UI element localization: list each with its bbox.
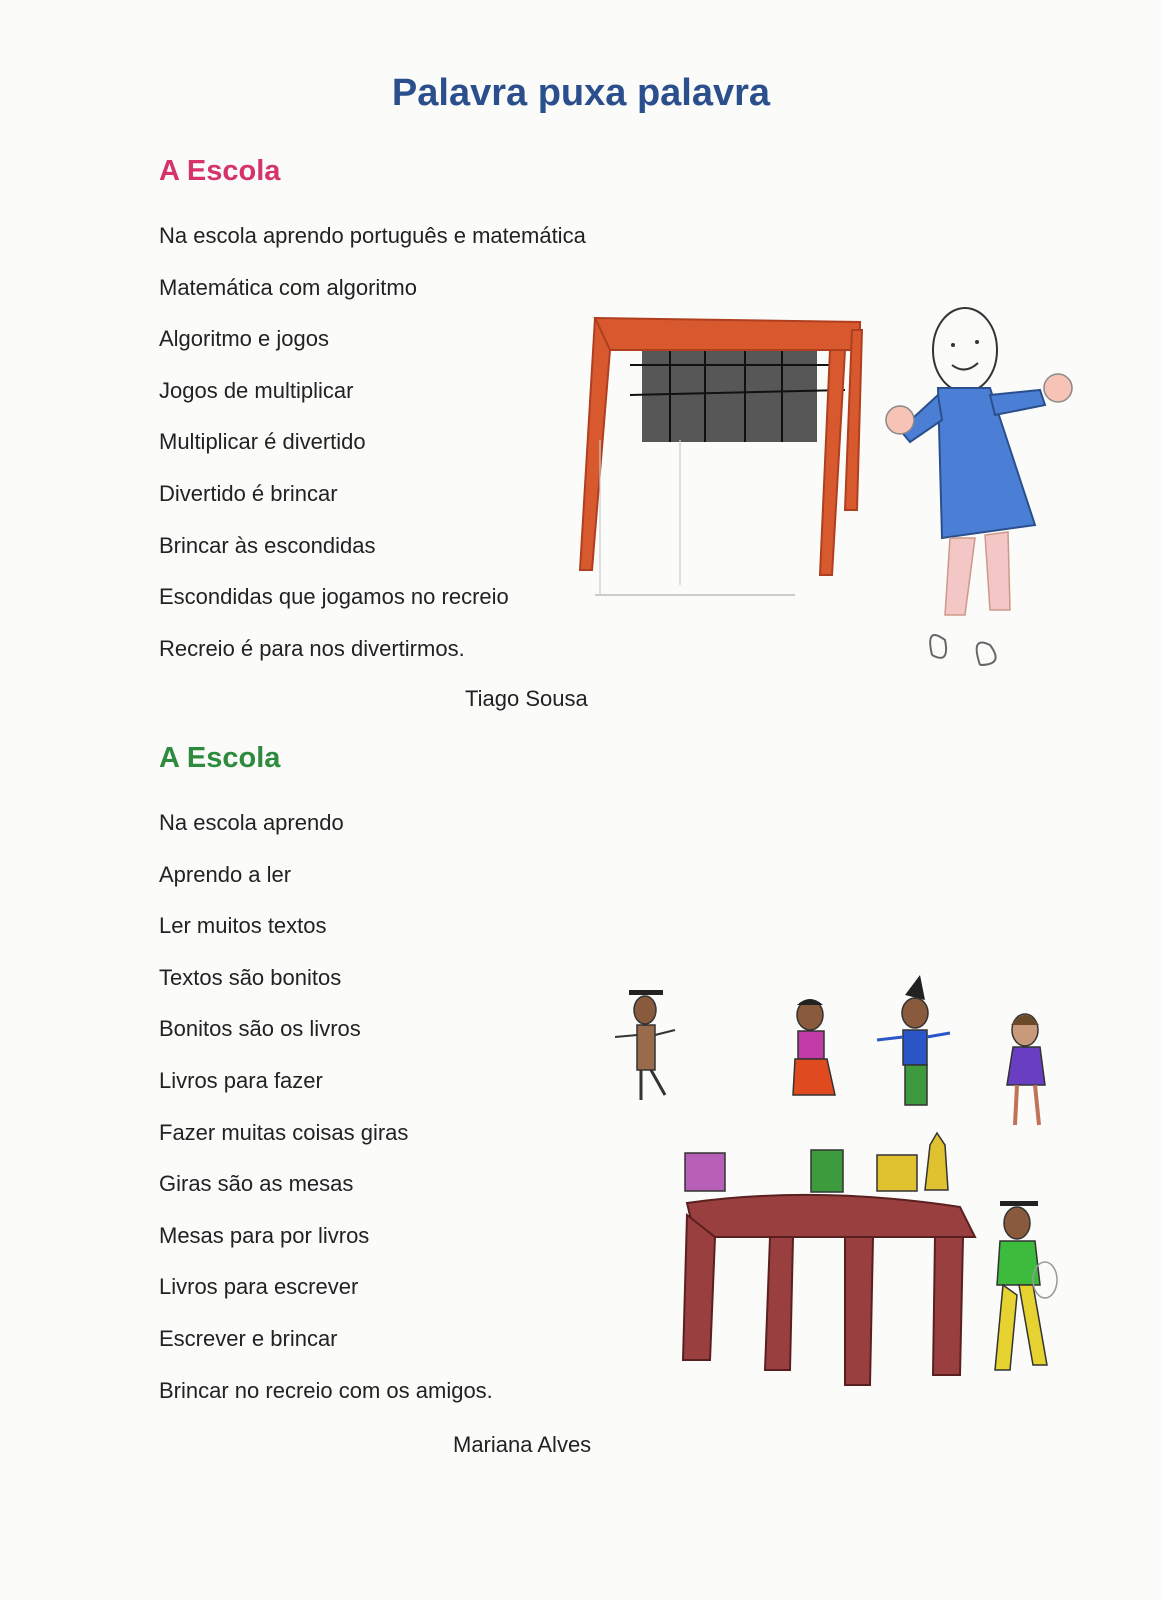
poem-line: Aprendo a ler <box>159 861 292 887</box>
poem-2-lines <box>159 797 493 1416</box>
poem-line: Bonitos são os livros <box>159 1016 361 1042</box>
child-drawing-classroom <box>570 270 1110 700</box>
poem-line: Escrever e brincar <box>159 1325 338 1351</box>
poem-line: Matemática com algoritmo <box>159 274 417 300</box>
poem-line: Ler muitos textos <box>159 913 327 939</box>
child-figure-drawing <box>886 308 1072 665</box>
poem-line: Brincar às escondidas <box>159 532 376 558</box>
poem-line: Na escola aprendo <box>159 810 344 835</box>
poem-line: Giras são as mesas <box>159 1171 354 1197</box>
page-title: Palavra puxa palavra <box>391 72 771 114</box>
poem-line: Livros para fazer <box>159 1067 323 1093</box>
poem-line: Recreio é para nos divertirmos. <box>159 635 465 661</box>
poem-2-author: Mariana Alves <box>453 1432 592 1457</box>
poem-line: Escondidas que jogamos no recreio <box>159 584 509 610</box>
table-drawing <box>683 1195 975 1385</box>
poem-line: Divertido é brincar <box>159 480 338 506</box>
child-figures-drawing <box>615 975 1045 1125</box>
child-drawing-children-table <box>615 975 1085 1425</box>
poem-line: Na escola aprendo português e matemática <box>159 223 586 248</box>
poem-line: Jogos de multiplicar <box>159 377 354 403</box>
poem-line: Algoritmo e jogos <box>159 326 329 352</box>
poem-1-title: A Escola <box>159 155 281 187</box>
poem-line: Textos são bonitos <box>159 964 342 990</box>
poem-line: Mesas para por livros <box>159 1222 370 1248</box>
poem-line: Brincar no recreio com os amigos. <box>159 1377 493 1403</box>
poem-line: Fazer muitas coisas giras <box>159 1119 409 1145</box>
poem-2-title: A Escola <box>159 742 281 774</box>
books-drawing <box>685 1133 948 1192</box>
poem-1-author: Tiago Sousa <box>465 686 588 711</box>
poem-line: Livros para escrever <box>159 1274 359 1300</box>
teacher-figure-drawing <box>995 1201 1057 1370</box>
poem-1-lines <box>159 210 586 674</box>
poem-line: Multiplicar é divertido <box>159 429 366 455</box>
